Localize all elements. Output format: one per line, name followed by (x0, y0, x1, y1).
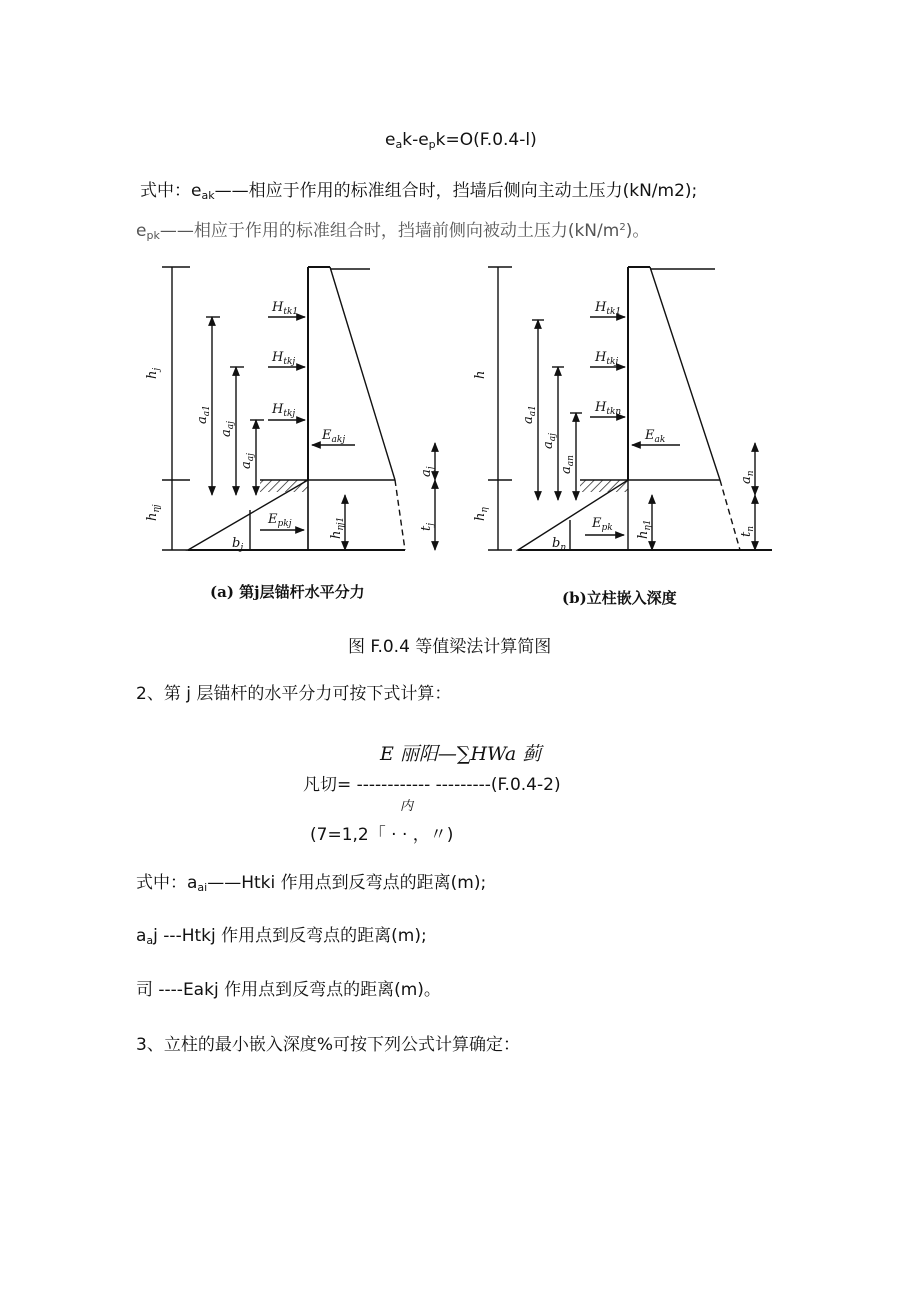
svg-text:aj: $a_j$ (419, 466, 436, 477)
panel-a-labels (145, 300, 436, 601)
svg-text:Htkj: $H_{tkj}$ (595, 350, 619, 367)
panel-b-labels (473, 300, 756, 607)
svg-text:hη1: $h_{\eta 1}$ (636, 519, 653, 539)
item-2: 2、第 j 层锚杆的水平分力可按下式计算： (136, 684, 452, 704)
svg-text:aa1: $a_{a1}$ (521, 405, 538, 424)
svg-text:hj: $h_j$ (145, 367, 162, 379)
svg-text:tj: $t_j$ (419, 522, 436, 531)
item-3: 3、立柱的最小嵌入深度%可按下列公式计算确定： (136, 1035, 520, 1055)
formula-f042-main: 凡切= ------------ ---------(F.0.4-2) (303, 775, 561, 795)
svg-text:Htkj: $H_{tkj}$ (272, 350, 296, 367)
svg-text:hηj: $h_{\eta j}$ (145, 504, 162, 521)
svg-text:Epkj: $E_{pkj}$ (268, 512, 292, 529)
caption-a: (a) 第j层锚杆水平分力 (210, 583, 365, 601)
definition-eakj: 司 ----Eakj 作用点到反弯点的距离(m)。 (136, 980, 441, 1000)
svg-text:Htk1: $H_{tk1}$ (272, 300, 299, 317)
formula-f042-under: 内 (400, 799, 414, 814)
formula-f041: $e_ak-e_pk=O(F.0.4-l)$ (385, 130, 537, 151)
svg-text:hηj1: $h_{\eta j1}$ (329, 516, 346, 539)
svg-text:h: h (473, 370, 488, 379)
svg-text:aa1: $a_{a1}$ (195, 405, 212, 424)
svg-text:bn: $b_n$ (552, 536, 567, 553)
definition-aai: 式中：$a_{ai}——Htki$ 作用点到反弯点的距离(m); (136, 873, 487, 894)
caption-b: (b)立柱嵌入深度 (562, 589, 677, 607)
definition-aaj: $a_aj$ ---Htkj 作用点到反弯点的距离(m); (136, 926, 427, 947)
svg-text:Htkj: $H_{tkj}$ (272, 402, 296, 419)
definition-epk: $e_{pk}——$相应于作用的标准组合时，挡墙前侧向被动土压力$(kN/m^2)$。 (136, 221, 650, 242)
definition-eak: 式中：$e_{ak}——$相应于作用的标准组合时，挡墙后侧向主动土压力(kN/m2); (140, 181, 698, 202)
svg-text:Eakj: $E_{akj}$ (322, 428, 346, 445)
equivalent-beam-diagram (140, 255, 800, 615)
formula-f042-top: E 丽阳—∑HWa 蓟 (380, 743, 542, 765)
svg-text:aaj: $a_{aj}$ (239, 453, 256, 469)
svg-text:Epk: $E_{pk}$ (592, 516, 613, 533)
svg-text:hη: $h_\eta$ (473, 507, 490, 521)
svg-text:an: $a_n$ (739, 470, 756, 484)
svg-text:Eak: $E_{ak}$ (645, 428, 666, 445)
svg-text:Htkn: $H_{tkn}$ (595, 400, 622, 417)
svg-text:tn: $t_n$ (739, 525, 756, 537)
svg-text:aaj: $a_{aj}$ (541, 433, 558, 449)
svg-text:aaj: $a_{aj}$ (219, 421, 236, 437)
formula-f042-range: (7=1,2「 · · ，〃) (310, 825, 454, 845)
figure-caption: 图 F.0.4 等值梁法计算简图 (348, 637, 552, 657)
svg-text:aan: $a_{an}$ (559, 455, 576, 474)
svg-text:bj: $b_j$ (232, 536, 244, 553)
svg-text:Htk1: $H_{tk1}$ (595, 300, 622, 317)
